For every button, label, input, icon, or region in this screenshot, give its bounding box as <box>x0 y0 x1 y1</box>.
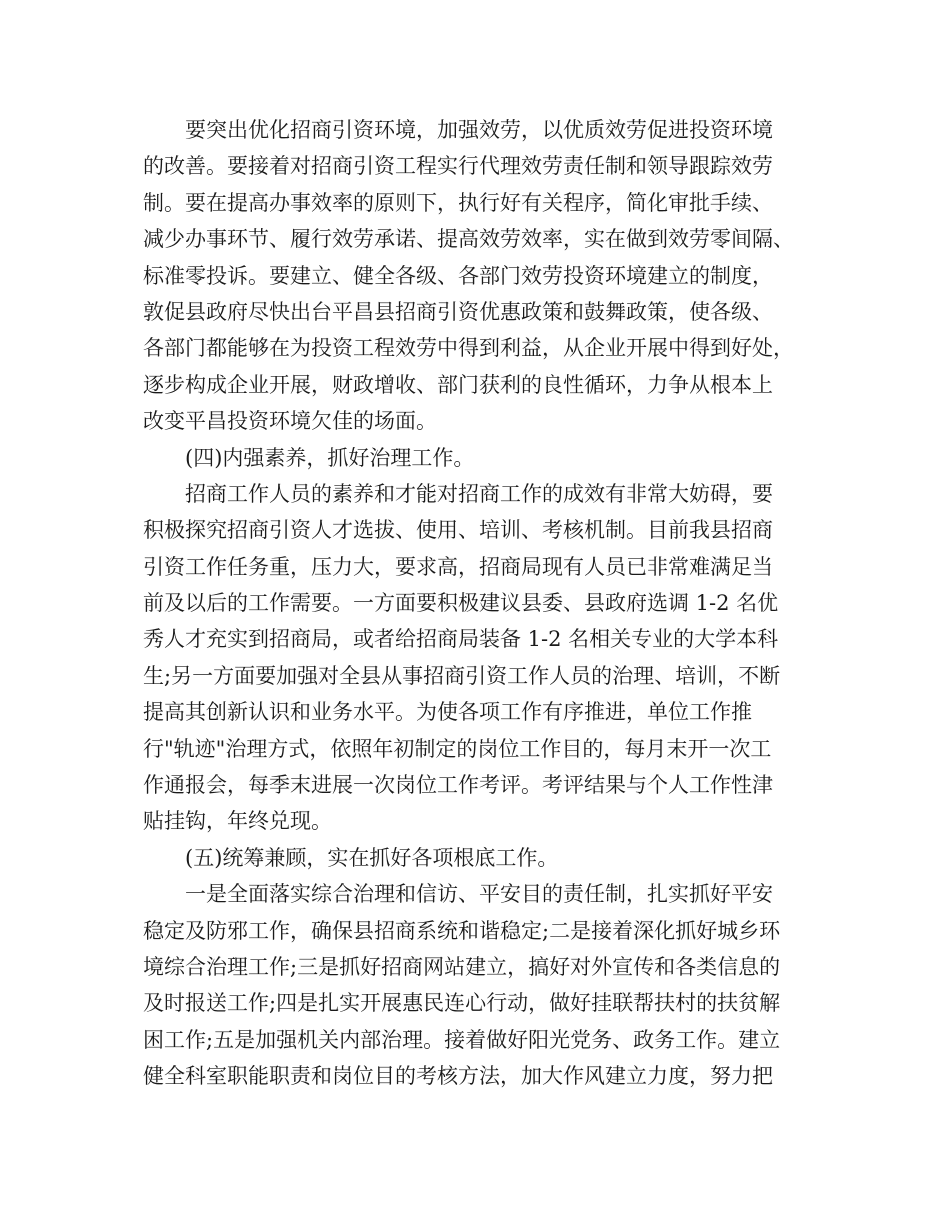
text-line: 生;另一方面要加强对全县从事招商引资工作人员的治理、培训，不断 <box>143 663 781 688</box>
text-line: 前及以后的工作需要。一方面要积极建议县委、县政府选调 1-2 名优 <box>143 591 779 616</box>
text-line: 逐步构成企业开展，财政增收、部门获利的良性循环，力争从根本上 <box>143 372 773 397</box>
document-body <box>143 112 813 1095</box>
text-line: 的改善。要接着对招商引资工程实行代理效劳责任制和领导跟踪效劳 <box>143 154 773 179</box>
text-line: 行"轨迹"治理方式，依照年初制定的岗位工作目的，每月末开一次工 <box>143 736 772 761</box>
text-line: 贴挂钩，年终兑现。 <box>143 809 332 834</box>
text-line: 困工作;五是加强机关内部治理。接着做好阳光党务、政务工作。建立 <box>143 1027 781 1052</box>
text-line: (四)内强素养，抓好治理工作。 <box>185 445 475 470</box>
text-line: 引资工作任务重，压力大，要求高，招商局现有人员已非常难满足当 <box>143 554 773 579</box>
text-line: 要突出优化招商引资环境，加强效劳，以优质效劳促进投资环境 <box>185 118 773 142</box>
text-line: 及时报送工作;四是扎实开展惠民连心行动，做好挂联帮扶村的扶贫解 <box>143 991 781 1016</box>
text-line: 制。要在提高办事效率的原则下，执行好有关程序，简化审批手续、 <box>143 190 773 215</box>
text-line: 稳定及防邪工作，确保县招商系统和谐稳定;二是接着深化抓好城乡环 <box>143 918 781 943</box>
text-line: 敦促县政府尽快出台平昌县招商引资优惠政策和鼓舞政策，使各级、 <box>143 299 773 324</box>
text-line: 标准零投诉。要建立、健全各级、各部门效劳投资环境建立的制度， <box>143 263 773 288</box>
text-line: 秀人才充实到招商局，或者给招商局装备 1-2 名相关专业的大学本科 <box>143 627 779 652</box>
text-line: 积极探究招商引资人才选拔、使用、培训、考核机制。目前我县招商 <box>143 518 773 543</box>
text-line: 减少办事环节、履行效劳承诺、提高效劳效率，实在做到效劳零间隔、 <box>143 227 794 252</box>
text-line: 提高其创新认识和业务水平。为使各项工作有序推进，单位工作推 <box>143 700 752 725</box>
text-line: 健全科室职能职责和岗位目的考核方法，加大作风建立力度，努力把 <box>143 1064 773 1089</box>
text-line: (五)统筹兼顾，实在抓好各项根底工作。 <box>185 845 559 870</box>
text-line: 作通报会，每季末进展一次岗位工作考评。考评结果与个人工作性津 <box>143 773 773 798</box>
text-line: 招商工作人员的素养和才能对招商工作的成效有非常大妨碍，要 <box>185 481 773 506</box>
text-line: 境综合治理工作;三是抓好招商网站建立，搞好对外宣传和各类信息的 <box>143 954 781 979</box>
text-line: 各部门都能够在为投资工程效劳中得到利益，从企业开展中得到好处， <box>143 336 794 361</box>
text-line: 一是全面落实综合治理和信访、平安目的责任制，扎实抓好平安 <box>185 882 773 907</box>
text-line: 改变平昌投资环境欠佳的场面。 <box>143 409 437 434</box>
